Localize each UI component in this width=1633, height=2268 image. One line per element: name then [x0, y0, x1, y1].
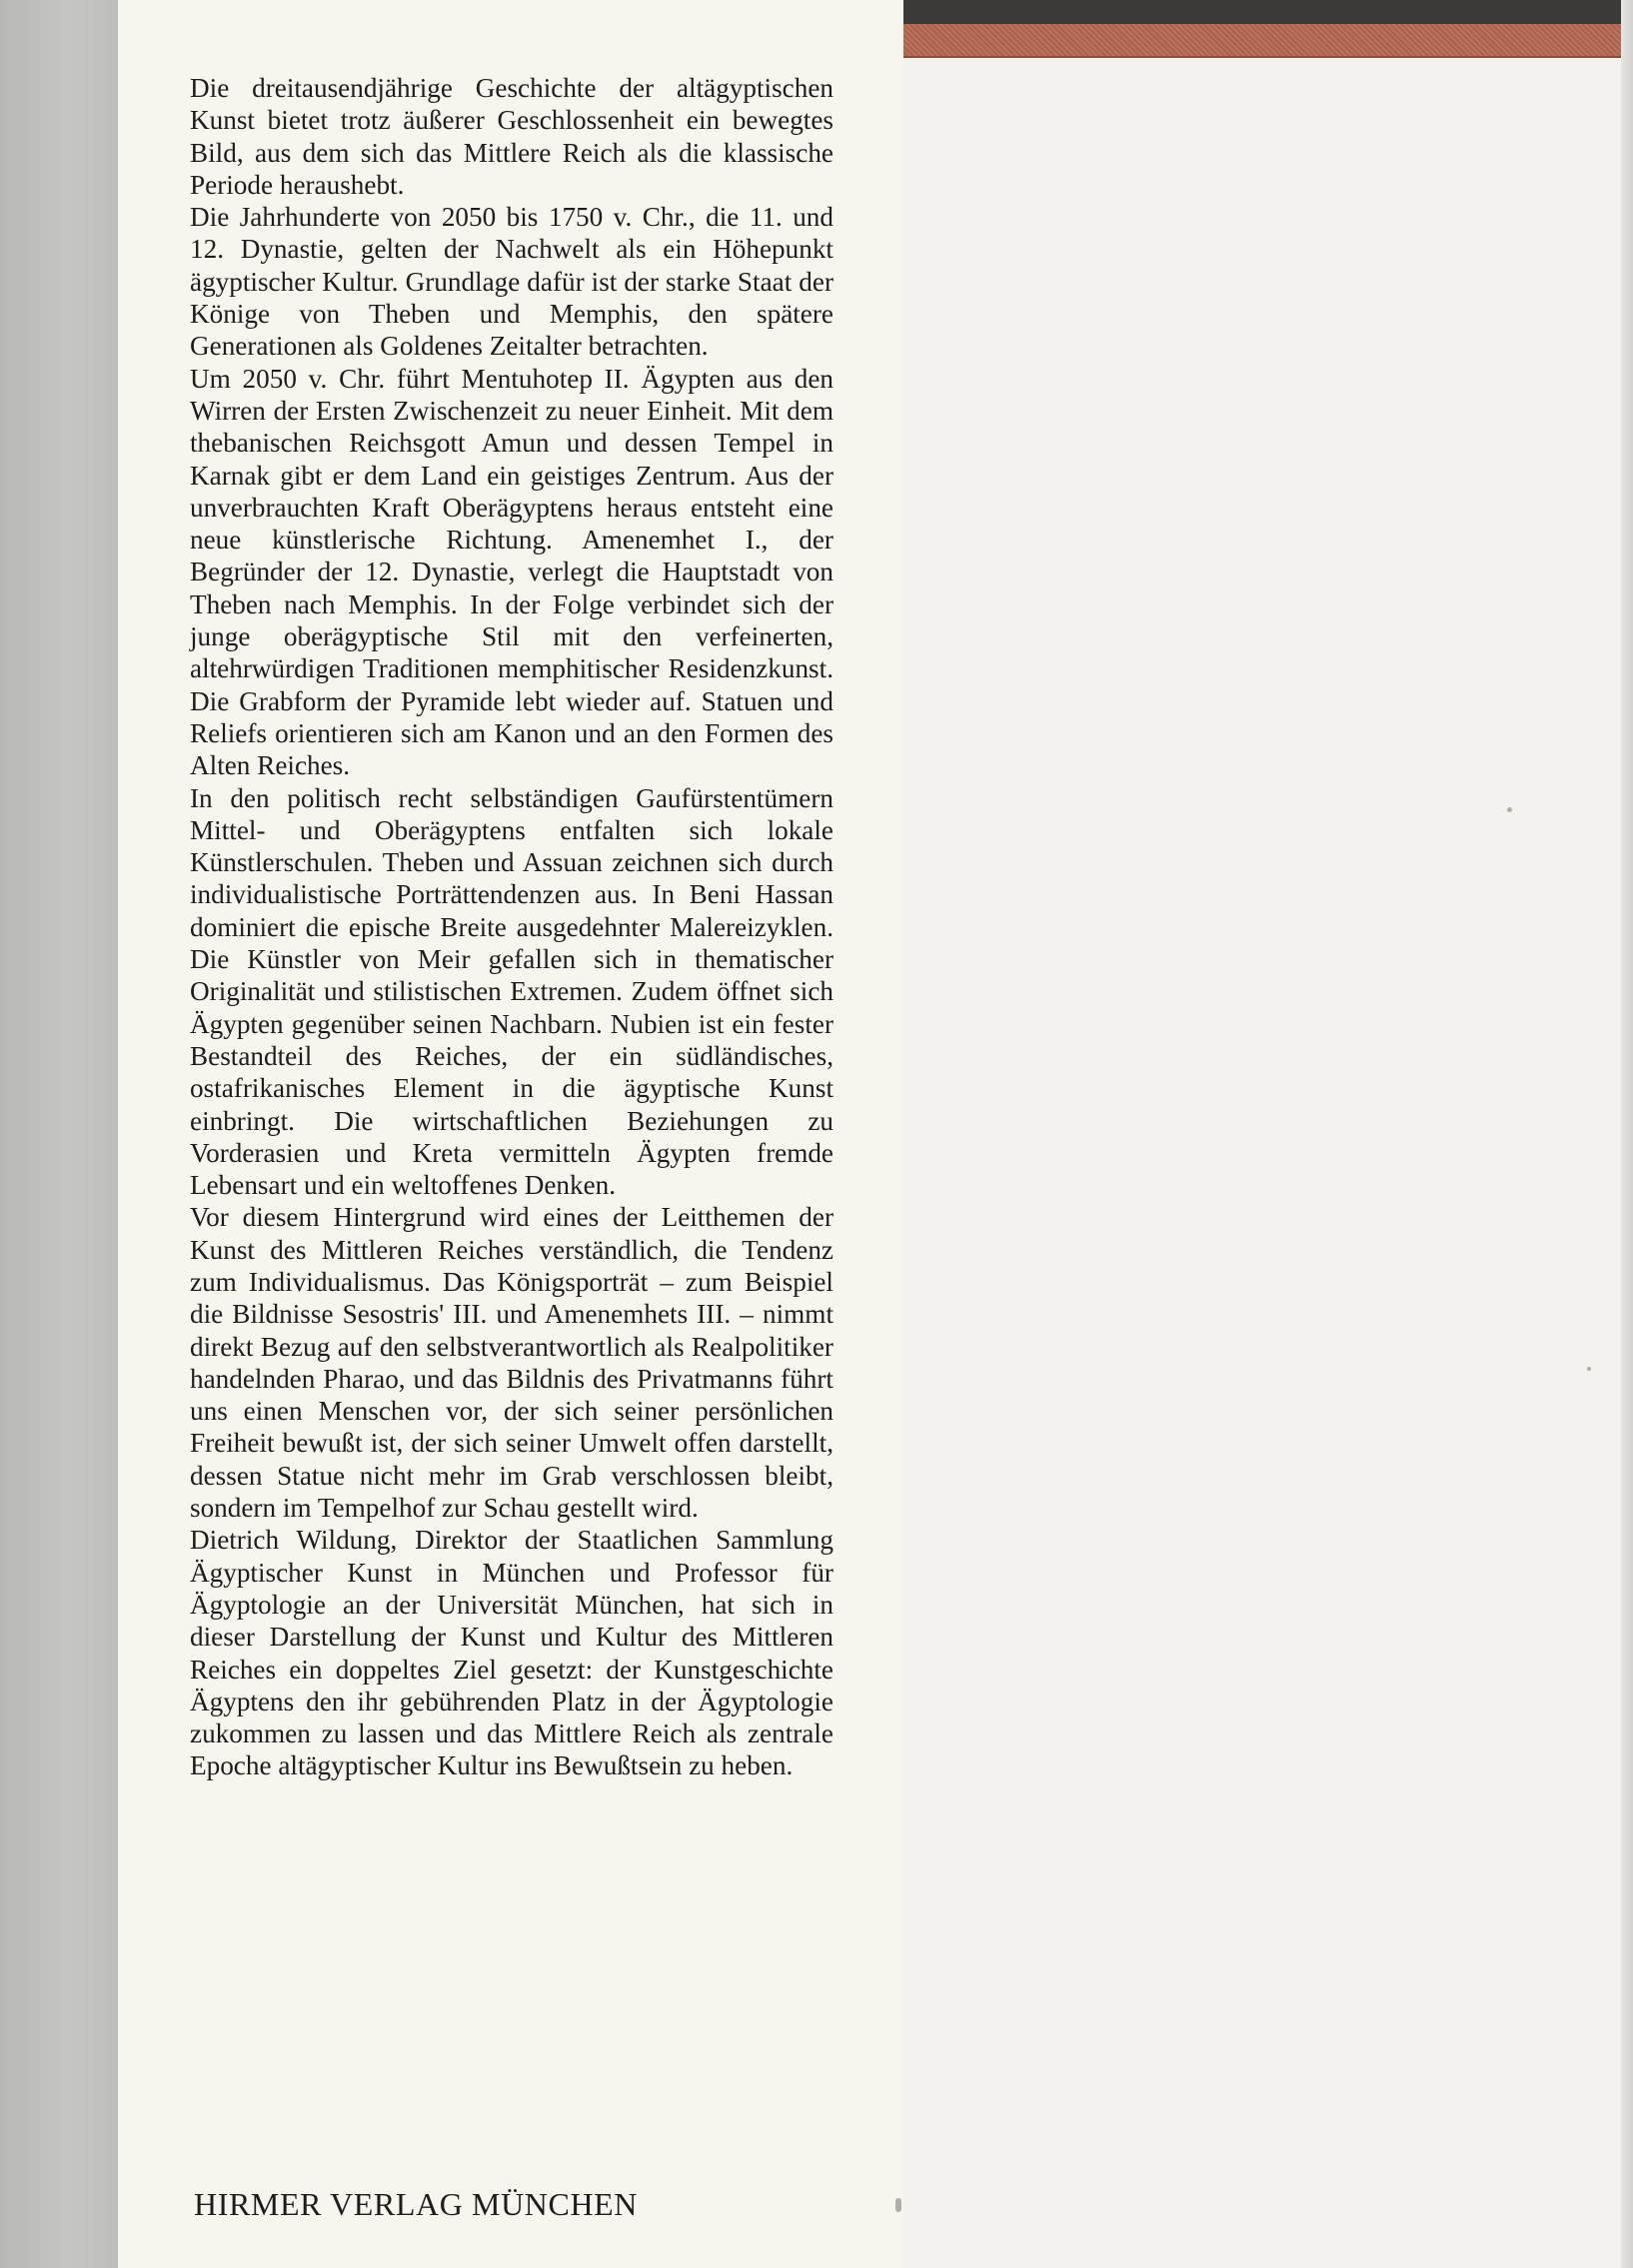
blurb-paragraph: Vor diesem Hintergrund wird eines der Leitthemen der Kunst des Mittleren Reiches verständlich, die Tendenz zum Individualismus. Das Königsporträt – zum Beispiel die Bildnisse Sesostris' III. und Amenemhets III. – nimmt direkt Bezug auf den selbstverantwortlich als Realpolitiker handelnden Pharao, und das Bildnis des Privatmanns führt uns einen Menschen vor, der sich seiner persönlichen Freiheit bewußt ist, der sich seiner Umwelt offen darstellt, dessen Statue nicht mehr im Grab verschlossen bleibt, sondern im Tempelhof zur Schau gestellt wird.	[190, 1202, 833, 1524]
paper-speck	[895, 2198, 901, 2212]
cover-right-edge	[1621, 0, 1633, 2268]
cover-band-rule	[903, 56, 1633, 58]
blurb-paragraph: Um 2050 v. Chr. führt Mentuhotep II. Ägypten aus den Wirren der Ersten Zwischenzeit zu neuer Einheit. Mit dem thebanischen Reichsgott Amun und dessen Tempel in Karnak gibt er dem Land ein geistiges Zentrum. Aus der unverbrauchten Kraft Oberägyptens heraus entsteht eine neue künstlerische Richtung. Amenemhet I., der Begründer der 12. Dynastie, verlegt die Hauptstadt von Theben nach Memphis. In der Folge verbindet sich der junge oberägyptische Stil mit den verfeinerten, altehrwürdigen Traditionen memphitischer Residenzkunst. Die Grabform der Pyramide lebt wieder auf. Statuen und Reliefs orientieren sich am Kanon und an den Formen des Alten Reiches.	[190, 363, 833, 781]
publisher-imprint: HIRMER VERLAG MÜNCHEN	[194, 2186, 639, 2222]
blurb-paragraph: Dietrich Wildung, Direktor der Staatlichen Sammlung Ägyptischer Kunst in München und Professor für Ägyptologie an der Universität München, hat sich in dieser Darstellung der Kunst und Kultur des Mittleren Reiches ein doppeltes Ziel gesetzt: der Kunstgeschichte Ägyptens den ihr gebührenden Platz in der Ägyptologie zukommen zu lassen und das Mittlere Reich als zentrale Epoche altägyptischer Kultur ins Bewußtsein zu heben.	[190, 1525, 833, 1781]
blurb-text	[190, 72, 833, 1782]
cover-top-edge	[903, 0, 1633, 24]
blurb-paragraph: Die dreitausendjährige Geschichte der altägyptischen Kunst bietet trotz äußerer Geschlossenheit ein bewegtes Bild, aus dem sich das Mittlere Reich als die klassische Periode heraushebt.	[190, 73, 833, 200]
cover-decorative-band	[903, 24, 1633, 56]
paper-speck	[1587, 1367, 1591, 1371]
book-back-cover	[903, 0, 1633, 2268]
blurb-paragraph: In den politisch recht selbständigen Gaufürstentümern Mittel- und Oberägyptens entfalten sich lokale Künstlerschulen. Theben und Assuan zeichnen sich durch individualistische Porträttendenzen aus. In Beni Hassan dominiert die epische Breite ausgedehnter Malereizyklen. Die Künstler von Meir gefallen sich in thematischer Originalität und stilistischen Extremen. Zudem öffnet sich Ägypten gegenüber seinen Nachbarn. Nubien ist ein fester Bestandteil des Reiches, der ein südländisches, ostafrikanisches Element in die ägyptische Kunst einbringt. Die wirtschaftlichen Beziehungen zu Vorderasien und Kreta vermitteln Ägypten fremde Lebensart und ein weltoffenes Denken.	[190, 782, 833, 1201]
blurb-paragraph: Die Jahrhunderte von 2050 bis 1750 v. Chr., die 11. und 12. Dynastie, gelten der Nachwelt als ein Höhepunkt ägyptischer Kultur. Grundlage dafür ist der starke Staat der Könige von Theben und Memphis, den spätere Generationen als Goldenes Zeitalter betrachten.	[190, 202, 833, 362]
scan-background-edge	[0, 0, 118, 2268]
paper-speck	[1507, 807, 1512, 812]
